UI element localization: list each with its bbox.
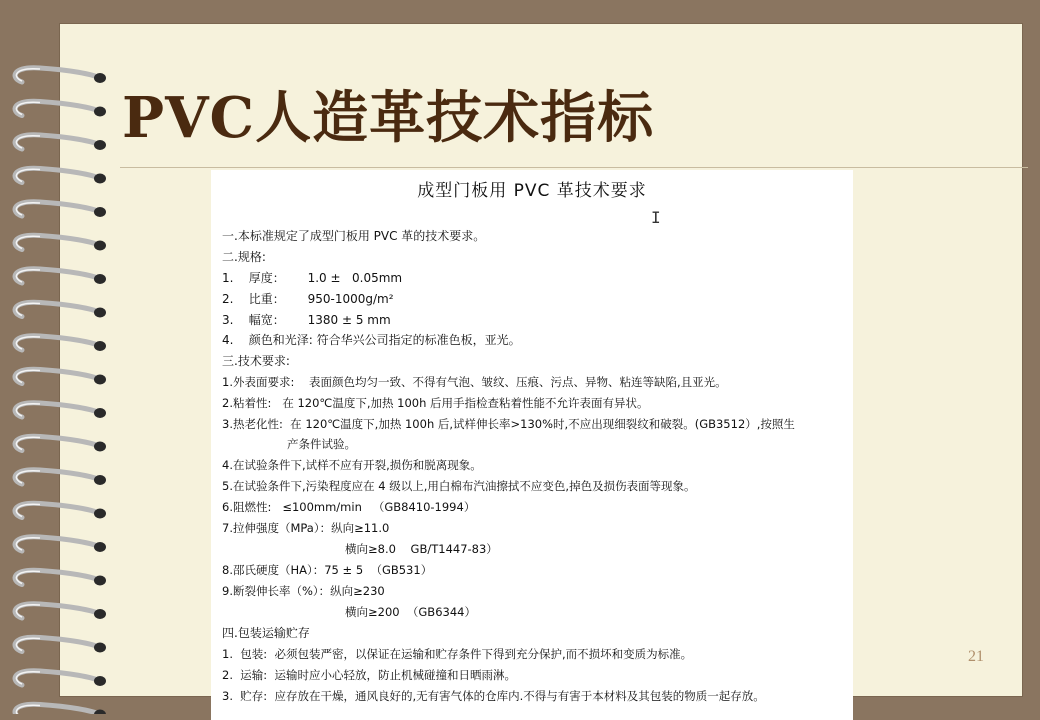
- spiral-ring-highlight: [16, 236, 40, 248]
- doc-line: 4. 颜色和光泽: 符合华兴公司指定的标准色板，亚光。: [222, 333, 521, 347]
- document-image: [211, 170, 853, 720]
- doc-line: 5.在试验条件下,污染程度应在 4 级以上,用白棉布汽油擦拭不应变色,掉色及损伤表面等现象。: [222, 479, 696, 493]
- spiral-ring-highlight: [16, 471, 40, 483]
- binding-hole: [94, 408, 106, 418]
- doc-line: 横向≥200 （GB6344）: [345, 605, 476, 619]
- binding-hole: [94, 542, 106, 552]
- doc-line: 一.本标准规定了成型门板用 PVC 革的技术要求。: [222, 229, 486, 243]
- binding-hole: [94, 576, 106, 586]
- document-title: 成型门板用 PVC 革技术要求: [417, 181, 647, 201]
- doc-line: 1. 厚度： 1.0 ± 0.05mm: [222, 271, 403, 285]
- binding-hole: [94, 140, 106, 150]
- binding-hole: [94, 475, 106, 485]
- doc-line: 二.规格:: [222, 250, 266, 264]
- spiral-ring: [15, 202, 100, 216]
- doc-line: 2.粘着性: 在 120℃温度下,加热 100h 后用手指检查粘着性能不允许表面有异状。: [222, 396, 649, 410]
- doc-line: 2. 比重： 950-1000g/m²: [222, 292, 394, 306]
- doc-line: 9.断裂伸长率（%）：纵向≥230: [222, 584, 385, 598]
- doc-line: 8.邵氏硬度（HA）：75 ± 5 （GB531）: [222, 563, 433, 577]
- spiral-ring: [15, 637, 100, 651]
- spiral-ring: [15, 403, 100, 417]
- slide: [60, 24, 1022, 703]
- doc-line: 产条件试验。: [287, 437, 356, 451]
- spiral-ring-highlight: [16, 571, 40, 583]
- spiral-ring: [15, 503, 100, 517]
- spiral-ring-highlight: [16, 672, 40, 684]
- doc-line: 三.技术要求:: [222, 354, 290, 368]
- spiral-ring-highlight: [16, 136, 40, 148]
- text-cursor-icon: I: [651, 208, 661, 227]
- binding-hole: [94, 207, 106, 217]
- binding-hole: [94, 73, 106, 83]
- spiral-ring: [15, 302, 100, 316]
- doc-line: 2. 运输: 运输时应小心轻放，防止机械碰撞和日晒雨淋。: [222, 668, 516, 682]
- doc-line: 1.外表面要求: 表面颜色均匀一致、不得有气泡、皱纹、压痕、污点、异物、粘连等缺陷,且亚光。: [222, 375, 727, 389]
- spiral-ring-highlight: [16, 538, 40, 550]
- spiral-ring-highlight: [16, 370, 40, 382]
- binding-hole: [94, 107, 106, 117]
- spiral-ring: [15, 671, 100, 685]
- spiral-ring-highlight: [16, 169, 40, 181]
- spiral-ring: [15, 269, 100, 283]
- doc-line: 6.阻燃性: ≤100mm/min （GB8410-1994）: [222, 500, 476, 514]
- spiral-ring-highlight: [16, 303, 40, 315]
- binding-hole: [94, 509, 106, 519]
- spiral-ring: [15, 68, 100, 82]
- spiral-ring-highlight: [16, 69, 40, 81]
- spiral-ring-highlight: [16, 203, 40, 215]
- spiral-ring: [15, 235, 100, 249]
- spiral-ring-highlight: [16, 270, 40, 282]
- spiral-ring: [15, 436, 100, 450]
- spiral-ring: [15, 537, 100, 551]
- spiral-ring: [15, 470, 100, 484]
- slide-title: PVC人造革技术指标: [122, 85, 655, 151]
- binding-hole: [94, 643, 106, 653]
- doc-line: 4.在试验条件下,试样不应有开裂,损伤和脱离现象。: [222, 458, 482, 472]
- spiral-binding-icon: [0, 54, 110, 714]
- doc-line: 3. 幅宽： 1380 ± 5 mm: [222, 313, 391, 327]
- doc-line: 3. 贮存: 应存放在干燥，通风良好的,无有害气体的仓库内.不得与有害于本材料及其包装的物质一起存放。: [222, 689, 765, 703]
- binding-hole: [94, 442, 106, 452]
- doc-line: 四.包装运输贮存: [222, 626, 310, 640]
- binding-hole: [94, 308, 106, 318]
- spiral-ring-highlight: [16, 605, 40, 617]
- binding-hole: [94, 241, 106, 251]
- spiral-ring-highlight: [16, 404, 40, 416]
- binding-hole: [94, 609, 106, 619]
- spiral-ring: [15, 570, 100, 584]
- page-number: 21: [968, 648, 984, 665]
- binding-hole: [94, 274, 106, 284]
- title-divider: [120, 167, 1028, 168]
- spiral-ring-highlight: [16, 638, 40, 650]
- doc-line: 横向≥8.0 GB/T1447-83）: [345, 542, 498, 556]
- spiral-ring-highlight: [16, 504, 40, 516]
- spiral-ring-highlight: [16, 337, 40, 349]
- doc-line: 3.热老化性: 在 120℃温度下,加热 100h 后,试样伸长率>130%时,不应出现细裂纹和破裂。(GB3512）,按照生: [222, 417, 795, 431]
- doc-line: 7.拉伸强度（MPa）：纵向≥11.0: [222, 521, 390, 535]
- spiral-ring-highlight: [16, 102, 40, 114]
- spiral-ring-highlight: [16, 437, 40, 449]
- spiral-ring: [15, 101, 100, 115]
- spiral-ring: [15, 135, 100, 149]
- spiral-ring: [15, 604, 100, 618]
- binding-hole: [94, 341, 106, 351]
- doc-line: 1. 包装: 必须包装严密，以保证在运输和贮存条件下得到充分保护,而不损坏和变质为标准。: [222, 647, 693, 661]
- spiral-ring: [15, 336, 100, 350]
- spiral-ring: [15, 168, 100, 182]
- spiral-ring: [15, 369, 100, 383]
- binding-hole: [94, 676, 106, 686]
- binding-hole: [94, 174, 106, 184]
- binding-hole: [94, 375, 106, 385]
